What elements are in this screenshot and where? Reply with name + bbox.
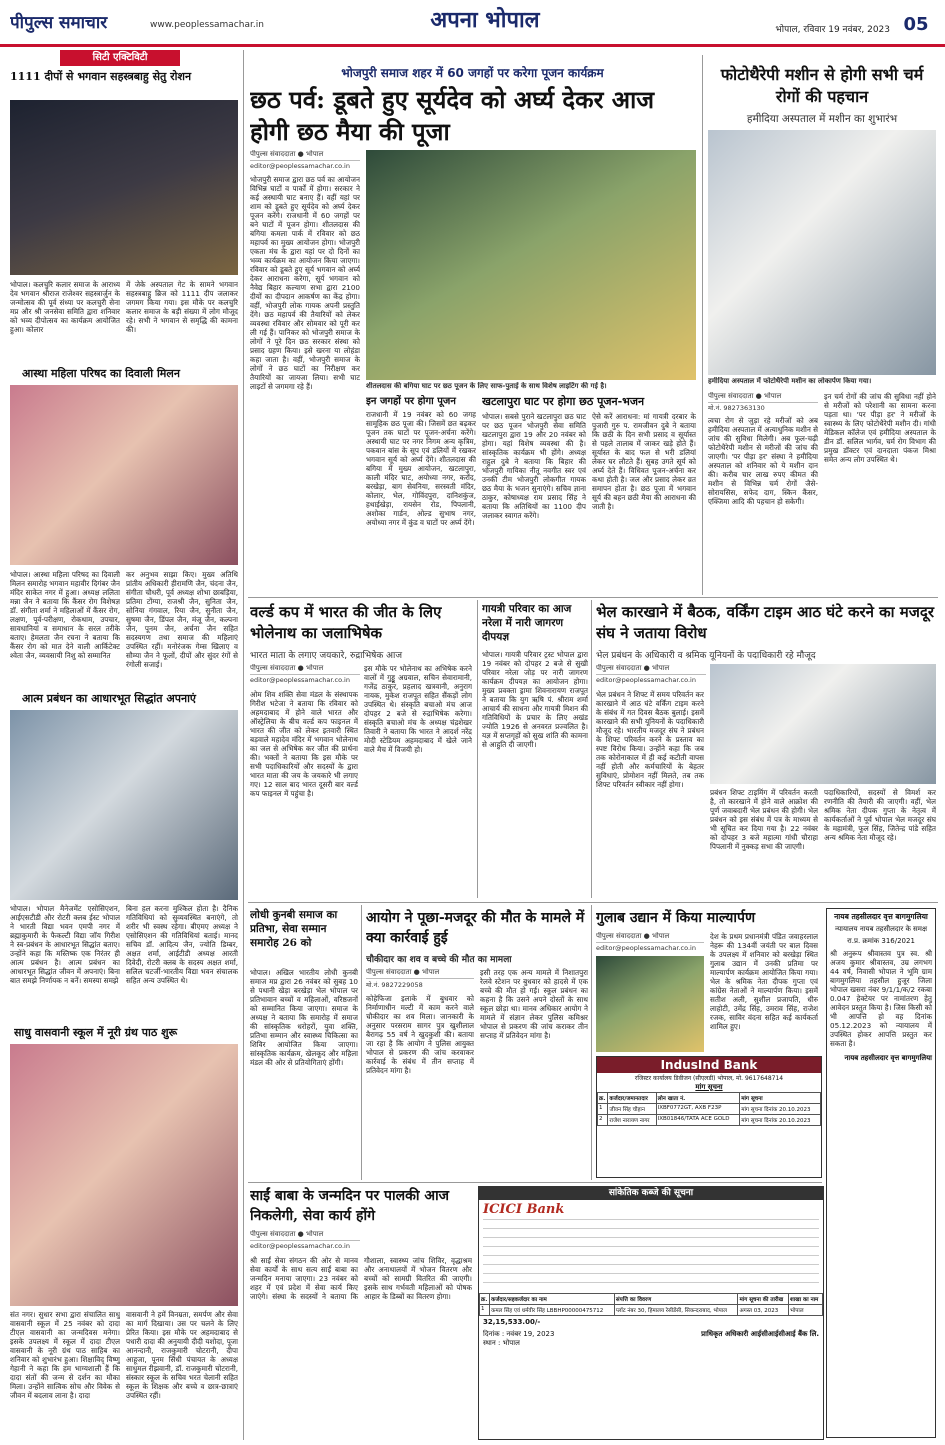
paper-name: पीपुल्स समाचार bbox=[10, 13, 108, 33]
bhel-subhead: भेल प्रबंधन के अधिकारी व श्रमिक यूनियनों के पदाधिकारी रहे मौजूद bbox=[596, 651, 816, 661]
icici-table-cell: कर्जदार/सहकर्जदार का नाम bbox=[490, 1294, 615, 1305]
gulab-byline: पीपुल्स संवाददाता ● भोपाल bbox=[596, 932, 704, 943]
bhel-headline: भेल कारखाने में बैठक, वर्किंग टाइम आठ घंटे करने का मजदूर संघ ने जताया विरोध bbox=[596, 603, 934, 642]
sai-email[interactable]: editor@peoplessamachar.co.in bbox=[250, 1242, 350, 1250]
phototherapy-caption: हमीदिया अस्पताल में फोटोथैरेपी मशीन का लोकार्पण किया गया। bbox=[708, 377, 872, 385]
story1-headline: 1111 दीपों से भगवान सहस्त्रबाहु सेतु रोशन bbox=[10, 70, 192, 83]
dateline: भोपाल, रविवार 19 नवंबर, 2023 bbox=[775, 25, 890, 35]
icici-table-cell: मांग सूचना की तारीख bbox=[738, 1294, 789, 1305]
court-head: नायब तहसीलदार वृत्त बागमुगलिया bbox=[834, 912, 928, 921]
aayog-subhead: चौकीदार का शव व बच्चे की मौत का मामला bbox=[366, 955, 512, 965]
story3-text-col2: बिना हल करना मुश्किल होता है। दैनिक गतिविधियां को सुव्यवस्थित बनाएंगे, तो शरीर भी स्वस्थ रहेगा। बीएमए अध्यक्ष ने एसोसिएशन की गतिविधियां बताई। मानद सचिव डॉ. आदित्य जैन, ज्योति डिम्बर, अक्षत शर्मा, आईटीडी अध्यक्ष आरती दिवेदी, रोटरी क्लब के सदस्य अक्षत शर्मा, सलिल चटर्जी-भारतीय विद्या भवन संचालक सहित अन्य उपस्थित थे। bbox=[126, 904, 238, 985]
gulab-headline: गुलाब उद्यान में किया माल्यार्पण bbox=[596, 910, 756, 926]
gulab-text: देश के प्रथम प्रधानमंत्री पंडित जवाहरलाल नेहरू की 134वीं जयंती पर बाल दिवस के उपलक्ष्य में शनिवार को बरखेड़ा स्थित गुलाब उद्यान में उनकी प्रतिमा पर माल्यार्पण कार्यक्रम आयोजित किया गया। भेल के श्रमिक नेता दीपक गुप्ता एवं कांग्रेस नेताओं ने माल्यार्पण किया। इसमें सतीश अली, सुशील प्रजापति, धीरु लाहोटी, उमेंद्र सिंह, उमराव सिंह, राजेश रजक, साविर वंदना सहित कई कार्यकर्ता शामिल हुए। bbox=[710, 932, 818, 1031]
icici-officer: प्राधिकृत अधिकारी आईसीआईसीआई बैंक लि. bbox=[701, 1330, 819, 1338]
icici-table-cell: संपत्ति का विवरण bbox=[614, 1294, 738, 1305]
bhel-photo bbox=[710, 664, 936, 784]
lodhi-text: भोपाल। अखिल भारतीय लोधी कुनबी समाज मप्र द्वारा 26 नवंबर को सुबह 10 से पथानी खेड़ा बरखेड़ा भेल भोपाल पर प्रतिभावान बच्चों व महिलाओं, वरिष्ठजनों को सम्मानित किया जाएगा। समाज के अध्यक्ष ने बताया कि समारोह में समाज की सांस्कृतिक धरोहरों, युवा शक्ति, प्रतिभा सम्मान और स्वास्थ्य चिकित्सा का शिविर आयोजित किया जाएगा। सांस्कृतिक कार्यक्रम, खेलकूद और महिला मंडल की ओर से प्रतियोगिताएं होंगी। bbox=[250, 968, 358, 1067]
worldcup-text-col2: इस मौके पर भोलेनाथ का अभिषेक करने वालों में गुड्डू अग्रवाल, सचिन सेवारामानी, गजेंद्र ठाकुर, प्रहलाद खत्रवानी, अनुराग नायक, मुकेश राजपूत सहित सैंकड़ों लोग उपस्थित थे। संस्कृति बचाओ मंच आज दोपहर 2 बजे से रुद्राभिषेक करेगा। संस्कृति बचाओ मंच के अध्यक्ष चंद्रशेखर तिवारी ने बताया कि भारत ने आदर्श नरेंद्र मोदी स्टेडियम अहमदाबाद में खेले जाने वाले मैच में विजयी हो। bbox=[364, 664, 472, 754]
story3-photo bbox=[10, 710, 238, 900]
phototherapy-photo bbox=[708, 130, 936, 375]
icici-table-cell: क्र. bbox=[480, 1294, 490, 1305]
worldcup-subhead: भारत माता के लगाए जयकारे, रुद्राभिषेक आज bbox=[250, 651, 403, 661]
chhath-photo-caption: शीतलदास की बगिया घाट पर छठ पूजन के लिए साफ-पुताई के साथ विशेष लाइटिंग की गई है। bbox=[366, 382, 607, 390]
aayog-mobile: मो.नं. 9827229058 bbox=[366, 981, 423, 989]
indusind-table-cell: कर्जदार/जमानतदार bbox=[608, 1093, 656, 1104]
indusind-notice: मांग सूचना bbox=[695, 1083, 723, 1091]
phototherapy-subhead: हमीदिया अस्पताल में मशीन का शुभारंभ bbox=[746, 113, 898, 125]
sai-byline: पीपुल्स संवाददाता ● भोपाल bbox=[250, 1230, 360, 1241]
city-activity-tag: सिटी एक्टिविटी bbox=[60, 50, 180, 66]
section-name: अपना भोपाल bbox=[430, 7, 540, 33]
aayog-headline: आयोग ने पूछा-मजदूर की मौत के मामले में क्या कार्रवाई हुई bbox=[366, 910, 585, 946]
aayog-text-col2: इसी तरह एक अन्य मामले में निशातपुरा रेलवे स्टेशन पर बुधवार को हादसे में एक बच्चे की मौत हो गई। स्कूल प्रबंधन का कहना है कि उसने अपने दोस्तों के साथ स्कूल छोड़ा था। मानव अधिकार आयोग ने मामले में संज्ञान लेकर पुलिस कमिश्नर भोपाल से प्रकरण की जांच कराकर तीन सप्ताह में प्रतिवेदन मांगा है। bbox=[480, 968, 588, 1040]
indusind-table-cell: मांग सूचना bbox=[740, 1093, 821, 1104]
indusind-table-cell: मांग सूचना दिनांक 20.10.2023 bbox=[740, 1104, 821, 1115]
icici-ad bbox=[478, 1186, 824, 1440]
indusind-table-cell: लोन खाता नं. bbox=[656, 1093, 740, 1104]
indusind-branch: रजिस्टर कार्यालय डिवीजन (सीएलडी) भोपाल, मो. 9617648714 bbox=[634, 1075, 784, 1082]
indusind-table-cell: IXB01846/TATA ACE GOLD bbox=[656, 1115, 740, 1126]
phototherapy-text-col1: त्वचा रोग से जुड़ा रहे मरीजों को अब हमीदिया अस्पताल में अत्याधुनिक मशीन से जांच की सुविधा मिलेगी। अब फूल-चढ़ी फोटोथैरेपी मशीन से मरीजों की जांच की जाएगी। 'पर पीड़ा हर' संस्था ने हमीदिया अस्पताल को शनिवार को ये मशीन दान की। करीब चार लाख रुपए कीमत की मशीन से विभिन्न चर्म रोगों जैसे- सोरायसिस, सफेद दाग, स्किन कैंसर, एक्जिमा आदि की पहचान हो सकेगी। bbox=[708, 416, 818, 506]
chhath-headline: छठ पर्व: डूबते हुए सूर्यदेव को अर्घ्य देकर आज होगी छठ मैया की पूजा bbox=[250, 85, 655, 146]
gayatri-text: भोपाल। गायत्री परिवार ट्रस्ट भोपाल द्वारा 19 नवंबर को दोपहर 2 बजे से सुखी परिवार नरेला जोड़ पर नारी जागरण कार्यक्रम दीपयज्ञ का आयोजन होगा। मुख्य प्रवक्ता ड्रामा शिवनारायण राजपूत ने बताया कि युग ऋषि पं. श्रीराम शर्मा आचार्य की साधना और गायत्री मिशन की गतिविधियों के प्रचार के लिए अखंड ज्योति 1926 से अनवरत प्रज्वलित है। यज्ञ में सप्तगृहों को सुख शांति की कामना से आहुति दी जाएगी। bbox=[482, 650, 588, 749]
gayatri-headline: गायत्री परिवार का आज नरेला में नारी जागरण दीपयज्ञ bbox=[482, 603, 572, 643]
icici-table-cell: भोपाल bbox=[789, 1305, 823, 1316]
court-sign: नायब तहसीलदार वृत्त बागमुगलिया bbox=[844, 1054, 932, 1062]
aayog-text-col1: कोहेफिजा इलाके में बुधवार को निर्माणाधीन मल्टी में काम करने वाले चौकीदार का शव मिला। जानकारी के अनुसार परसराम सागर पुत्र खुशीलाल बैरागढ़ 55 वर्ष ने खुदकुशी की। बताया जा रहा है कि आयोग ने पुलिस आयुक्त भोपाल से प्रकरण की जांच करवाकर कार्रवाई के संबंध में तीन सप्ताह में प्रतिवेदन मांगा है। bbox=[366, 994, 474, 1075]
chhath-text: भोजपुरी समाज द्वारा छठ पर्व का आयोजन विभिन्न घाटों व पार्कों में होगा। सरकार ने कई अस्थायी घाट बनाए हैं। वहीं यहां पर शाम को डूबते हुए सूर्यदेव को अर्घ्य देकर पूजन करेंगे। राजधानी में 60 जगहों पर बने घाटों में पूजन होगा। शीतलदास की बगिया कमला पार्क में रविवार को छठ महापर्व का मुख्य आयोजन होगा। भोजपुरी एकता मंच के द्वारा यहां पर दो दिनों का भव्य कार्यक्रम का आयोजन किया जाएगा। रविवार को डूबते हुए सूर्य भगवान को अर्घ्य देकर आराधना करेगा, सूर्य भगवान को नैवेद्य बिहार कल्याण सभा द्वारा 2100 दीयों का दीपदान आकर्षण का केंद्र होगा। वहीं, भोजपुरी लोक गायक अपनी प्रस्तुति देंगे। छठ महापर्व की तैयारियों को लेकर व्यवस्था रविवार और सोमवार को पूरी कर ली गई हैं। पानिकर को भोजपुरी समाज के लोगों ने पूरे दिन छठ सरकार संस्था को प्रसाद ग्रहण किया। इसे खरना या लोहंडा कहा जाता है। वहीं, भोजपुरी समाज के लोगों ने छठ घाटों का निरीक्षण कर तैयारियों का जायजा लिया। सभी घाट लाइटों से जगमगा रहे हैं। bbox=[250, 175, 360, 391]
story1-text-col2: में जेके अस्पताल गेट के सामने भगवान सहस्त्रबाहु ब्रिज को 1111 दीप जलाकर जगमग किया गया। इस मौके पर कलचुरि कलार समाज के बड़ी संख्या में लोग मौजूद रहे। सभी ने भगवान से समृद्धि की कामना की। bbox=[126, 280, 238, 334]
khatlapura-text-col2: ऐसे करें आराधना: मां गायत्री दरबार के पुजारी गुरु प. रामजीवन दुबे ने बताया कि छठी के दिन सभी प्रसाद व सूर्यास्त से पहले तालाब में जाकर खड़े होते हैं। सूर्यास्त के बाद फल से भरी डलियां लेकर घर लौटते हैं। सुबह उगते सूर्य को अर्घ्य देते हैं। विधिवत पूजन-अर्चना कर कथा होती है। जल और प्रसाद लेकर व्रत समापन होता है। छठ पूजा में भगवान सूर्य की बहन छठी मैया की आराधना की जाती है। bbox=[592, 412, 696, 511]
icici-fine-print bbox=[483, 1219, 819, 1289]
bhel-byline: पीपुल्स संवाददाता ● भोपाल bbox=[596, 664, 706, 675]
phototherapy-byline: पीपुल्स संवाददाता ● भोपाल bbox=[708, 392, 818, 403]
worldcup-headline: वर्ल्ड कप में भारत की जीत के लिए भोलेनाथ का जलाभिषेक bbox=[250, 603, 442, 642]
indusind-table-cell: मांग सूचना दिनांक 20.10.2023 bbox=[740, 1115, 821, 1126]
worldcup-byline: पीपुल्स संवाददाता ● भोपाल bbox=[250, 664, 360, 675]
icici-date: दिनांक : नवंबर 19, 2023 bbox=[483, 1330, 555, 1338]
khatlapura-headline: खटलापुरा घाट पर होगा छठ पूजन-भजन bbox=[482, 395, 645, 408]
story2-headline: आस्था महिला परिषद का दिवाली मिलन bbox=[22, 367, 180, 380]
court-notice-title: न्यायालय नायब तहसीलदार के समक्ष bbox=[835, 925, 927, 933]
worldcup-text-col1: ओम शिव शक्ति सेवा मंडल के संस्थापक गिरीश भटेजा ने बताया कि रविवार को अहमदाबाद में होने वाले भारत और ऑस्ट्रेलिया के बीच वर्ल्ड कप फाइनल में भारत की जीत को लेकर इतवारी स्थित बड़वाले महादेव मंदिर में भगवान भोलेनाथ का जल से अभिषेक कर जीत की प्रार्थना की। भक्तों ने बताया कि इस मौके पर सभी पदाधिकारियों और सदस्यों के द्वारा भारत माता की जय के जयकारे भी लगाए गए। 12 साल बाद भारत दूसरी बार वर्ल्ड कप फाइनल में पहुंचा है। bbox=[250, 690, 358, 798]
story1-photo bbox=[10, 100, 238, 275]
khatlapura-text-col1: भोपाल। सबसे पुराने खटलापुरा छठ घाट पर छठ पूजन भोजपुरी सेवा समिति खटलापुरा द्वारा 19 और 20 नवंबर को होगा। यहां विशेष व्यवस्था की है। सांस्कृतिक कार्यक्रम भी होंगे। अध्यक्ष राहुल दुबे ने बताया कि बिहार की भोजपुरी गायिका नीतू नवगीत स्वर एवं उनकी टीम भोजपुरी लोकगीत गायक छठ मैया के भजन सुनाएंगे। सचिव ज्ञाना ठाकुर, कोषाध्यक्ष राम प्रसाद सिंह ने बताया कि अतिथियों का 1100 दीप जलाकर स्वागत करेंगे। bbox=[482, 412, 586, 520]
bhel-text-col1: भेल प्रबंधन ने शिफ्ट में समय परिवर्तन कर कारखाने में आठ घंटे वर्किंग टाइम करने के संबंध में गत दिवस बैठक बुलाई। इसमें कारखाने की सभी यूनियनों के पदाधिकारी मौजूद रहे। भारतीय मजदूर संघ ने प्रबंधन के शिफ्ट परिवर्तन करने के प्रस्ताव का स्पष्ट विरोध किया। उन्होंने कहा कि जब तक कोरोनाकाल में ही कई कटौती वापस नहीं होती और कर्मचारियों के बेहतर सुविधाएं, प्रोमोशन नहीं मिलते, तब तक शिफ्ट परिवर्तन स्वीकार नहीं होगा। bbox=[596, 690, 704, 789]
icici-table-cell: कमल सिंह एवं धर्मवीर सिंह LBBHP00000475712 bbox=[490, 1305, 615, 1316]
indusind-table-cell: क्र. bbox=[598, 1093, 608, 1104]
icici-table-row bbox=[480, 1294, 823, 1305]
icici-place: स्थान : भोपाल bbox=[483, 1339, 520, 1347]
icici-table-cell: अगस्त 03, 2023 bbox=[738, 1305, 789, 1316]
story4-headline: साधु वासवानी स्कूल में नूरी ग्रंथ पाठ शुरू bbox=[14, 1026, 178, 1039]
icici-table-cell: 1 bbox=[480, 1305, 490, 1316]
indusind-ad bbox=[596, 1056, 822, 1178]
indusind-table-cell: IXBF0772GT, AXB F23P bbox=[656, 1104, 740, 1115]
icici-amount: 32,15,533.00/- bbox=[483, 1318, 541, 1326]
gulab-photo bbox=[596, 956, 704, 1052]
indusind-table-cell: 1 bbox=[598, 1104, 608, 1115]
story1-text-col1: भोपाल। कलचुरि कलार समाज के आराध्य देव भगवान श्रीराज राजेश्वर सहस्त्रार्जुन के जन्मोत्सव की पूर्व संध्या पर कलचुरी सेना मप्र और श्री जनसेवा समिति द्वारा शनिवार को भव्य दीपोत्सव का कार्यक्रम आयोजित हुआ। कोलार bbox=[10, 280, 120, 334]
chhath-byline: पीपुल्स संवाददाता ● भोपाल bbox=[250, 150, 360, 161]
places-headline: इन जगहों पर होगा पूजन bbox=[366, 396, 456, 407]
paper-logo bbox=[10, 10, 150, 34]
story4-text-col1: संत नगर। सुधार सभा द्वारा संचालित साधु वासवानी स्कूल में 25 नवंबर को दादा टीएल वासवानी का जन्मदिवस मनेगा। इसके उपलक्ष्य में स्कूल में दादा टीएल वासवानी के नूरी ग्रंथ पाठ साहिब का शनिवार को शुभारंभ हुआ। शिक्षाविद् विष्णु गेहानी ने कहा कि हम भाग्यशाली हैं कि दादा संतों की जन्म से दर्शन का मौका मिला। उन्होंने सात्विक सोच और विवेक से जीवन में बदलाव लाना है। दादा bbox=[10, 1310, 120, 1400]
indusind-table-row bbox=[598, 1115, 821, 1126]
court-case: रा.प्र. क्रमांक 316/2021 bbox=[847, 937, 915, 945]
story3-headline: आत्म प्रबंधन का आधारभूत सिद्धांत अपनाएं bbox=[22, 692, 197, 705]
places-text: राजधानी में 19 नवंबर को 60 जगह सामूहिक छठ पूजा की। जिसमें छत बढ़कर पूजन तक घाटों पर पूजन-अर्चना करेंगे। अस्थायी घाट पर नगर निगम अन्य कृत्रिम, पकवान बांस के सूप एवं डलियों में रखकर भगवान सूर्य को अर्घ्य देंगे। शीतलदास की बगिया में मुख्य आयोजन, खटलापुरा, काली मंदिर घाट, अयोध्या नगर, करोंद, बरखेड़ा, बाग सेवनिया, सरस्वती मंदिर, कोलार, भेल, गोविंदपुरा, दानिशकुंज, हथाईखेड़ा, रायसेन रोड, पिपलानी, अशोका गार्डन, ओल्ड सुभाष नगर, अयोध्या नगर में कुंड व घाटों पर अर्घ्य देंगे। bbox=[366, 410, 476, 527]
icici-table bbox=[479, 1293, 823, 1316]
chhath-email[interactable]: editor@peoplessamachar.co.in bbox=[250, 162, 350, 170]
court-text: श्री अनुरूप श्रीवास्तव पुत्र स्व. श्री अजय कुमार श्रीवास्तव, उम्र लगभग 44 वर्ष, निवासी भोपाल ने भूमि ग्राम बागमुगलिया तहसील हुजूर जिला भोपाल खसरा नंबर 9/1/1/क/2 रकबा 0.047 हेक्टेयर पर नामांतरण हेतु आवेदन प्रस्तुत किया है। जिस किसी को भी आपत्ति हो वह दिनांक 05.12.2023 को न्यायालय में उपस्थित होकर आपत्ति प्रस्तुत कर सकता है। bbox=[830, 949, 932, 1048]
story4-photo bbox=[10, 1044, 238, 1306]
sai-headline: साईं बाबा के जन्मदिन पर पालकी आज निकलेगी, सेवा कार्य होंगे bbox=[250, 1188, 450, 1224]
icici-logo: ICICI Bank bbox=[483, 1202, 565, 1217]
story2-text-col1: भोपाल। आस्था महिला परिषद का दिवाली मिलन समारोह भगवान महावीर दिगंबर जैन मंदिर साकेत नगर में हुआ। अध्यक्ष ललिता मन्ना जैन ने बताया कि कैंसर रोग विशेषज्ञ डॉ. संगीता शर्मा ने महिलाओं में कैंसर रोग, लक्षण, पूर्व-परीक्षण, रोकथाम, उपचार, सावधानियां व समाधान के सरल तरीके बताए। हेमलता जैन रचना ने बताया कि कैंसर रोग को मात देने वाली आर्किटेक्ट श्वेता जैन, व्यवसायी निशु को सम्मानित bbox=[10, 570, 120, 660]
indusind-title: IndusInd Bank bbox=[597, 1057, 821, 1073]
phototherapy-text-col2: इन चर्म रोगों की जांच की सुविधा नहीं होने से मरीजों को परेशानी का सामना करना पड़ता था। 'पर पीड़ा हर' ने मरीजों के स्वास्थ्य के लिए फोटोथैरेपी मशीन दी। गांधी मेडिकल कॉलेज एवं हमीदिया अस्पताल के डीन डॉ. सलिल भार्गव, चर्म रोग विभाग की प्रमुख डॉक्टर एवं दानदाता पंकज मिश्रा समेत अन्य लोग उपस्थित थे। bbox=[824, 392, 936, 464]
aayog-byline: पीपुल्स संवाददाता ● भोपाल bbox=[366, 968, 474, 979]
court-notice bbox=[826, 908, 936, 1438]
indusind-table-row bbox=[598, 1093, 821, 1104]
masthead bbox=[0, 0, 945, 47]
story4-text-col2: वासवानी ने हमें विनम्रता, समर्पण और सेवा का मार्ग दिखाया। उस पर चलने के लिए प्रेरित किया। इस मौके पर अहमदाबाद से पधारी दादा की अनुयायी दीदी यशोदा, पूजा आनन्दानी, राजकुमारी चोटरानी, दीपा आहूजा, पूनम सिंधी पंचायत के अध्यक्ष साधुमल रीझवानी, डॉ. राजकुमारी चोटरानी, संस्कार स्कूल के सचिव भरत चेलानी सहित स्कूल के शिक्षक और बच्चे व छात्र-छात्राएं उपस्थित रहीं। bbox=[126, 1310, 238, 1400]
bhel-text-col2: प्रबंधन शिफ्ट टाइमिंग में परिवर्तन करती है, तो कारखाने में होने वाले आक्रोश की पूर्ण जवाबदारी भेल प्रबंधन की होगी। भेल प्रबंधन को इस संबंध में पत्र के माध्यम से भी सूचित कर दिया गया है। 22 नवंबर को दोपहर 3 बजे महात्मा गांधी चौराहा पिपलानी में नुक्कड़ सभा की जाएगी। bbox=[710, 788, 818, 851]
page-number: 05 bbox=[903, 14, 929, 35]
story2-text-col2: कर अनुभव साझा किए। मुख्य अतिथि प्रांतीय अधिकारी हीरामणि जैन, चंदना जैन, संगीता चौधरी, पूर्व अध्यक्ष शोभा छाबड़िया, प्रतिमा टोंग्या, राजश्री जैन, सुनिता जैन, सोनिया गंगवाल, रिया जैन, सुनीता जैन, सुषमा जैन, डिंपल जैन, मंजू जैन, कल्पना जैन, पूनम जैन, अर्चना जैन सहित सदस्यगण तथा समाज की महिलाएं उपस्थित रहीं। मनोरंजक गेम्स खिलाए व सौम्या जैन ने फूलों, दीपों और सुंदर रंगों से रंगोली सजाई। bbox=[126, 570, 238, 669]
icici-table-cell: प्लॉट नंबर 30, हिमालय रेसीडेंसी, सिकन्दराबाद, भोपाल bbox=[614, 1305, 738, 1316]
icici-table-cell: शाखा का नाम bbox=[789, 1294, 823, 1305]
icici-notice-head: सांकेतिक कब्जे की सूचना bbox=[479, 1187, 823, 1200]
icici-table-row bbox=[480, 1305, 823, 1316]
worldcup-email[interactable]: editor@peoplessamachar.co.in bbox=[250, 676, 350, 684]
gulab-email[interactable]: editor@peoplessamachar.co.in bbox=[596, 944, 696, 952]
indusind-table-cell: जीवन सिंह चौहान bbox=[608, 1104, 656, 1115]
sai-text: श्री साईं सेवा संगठन की ओर से मानव सेवा कार्यों के साथ सत्य साईं बाबा का जन्मदिन मनाया जाएगा। 23 नवंबर को शहर में एवं प्रदेश में सेवा कार्य किए जाएंगे। संस्था के सदस्यों ने बताया कि गौशाला, स्वास्थ्य जांच शिविर, वृद्धाश्रम और अनाथालयों में भोजन वितरण और बच्चों को सामग्री वितरित की जाएगी। इसके साथ गर्भवती महिलाओं को पोषक आहार के डिब्बों का वितरण होगा। bbox=[250, 1256, 472, 1301]
chhath-photo bbox=[366, 150, 696, 380]
indusind-table bbox=[597, 1092, 821, 1126]
section-title bbox=[400, 4, 570, 38]
indusind-table-cell: 2 bbox=[598, 1115, 608, 1126]
story3-text-col1: भोपाल। भोपाल मैनेजमेंट एसोसिएशन, आईएसटीडी और रोटरी क्लब ईस्ट भोपाल ने भारती विद्या भवन एमपी नगर में ब्रह्माकुमारी के फैकल्टी विद्या जॉय गिरीश ने स्व-प्रबंधन के आधारभूत सिद्धांत बताए। उन्होंने कहा कि मस्तिष्क एक निरंतर ही आत्म प्रबंधन है। आत्म प्रबंधन का आधारभूत सिद्धांत जीवन में अपनाएं। बिना बात समझे निर्णायक न बनें। समस्या समझे bbox=[10, 904, 120, 985]
chhath-kicker: भोजपुरी समाज शहर में 60 जगहों पर करेगा पूजन कार्यक्रम bbox=[341, 66, 604, 80]
website-url[interactable]: www.peoplessamachar.in bbox=[150, 20, 264, 30]
bhel-text-col3: पदाधिकारियों, सदस्यों से विमर्श कर रणनीति की तैयारी की जाएगी। वहीं, भेल श्रमिक नेता दीपक गुप्ता के नेतृत्व में कार्यकर्ताओं ने पूर्व भोपाल भेल मजदूर संघ के महामंत्री, फूल सिंह, जितेन्द्र पांडे सहित अन्य श्रमिक नेता मौजूद रहे। bbox=[824, 788, 936, 842]
phototherapy-mobile: मो.नं. 9827363130 bbox=[708, 404, 765, 412]
bhel-email[interactable]: editor@peoplessamachar.co.in bbox=[596, 676, 696, 684]
phototherapy-headline: फोटोथैरेपी मशीन से होगी सभी चर्म रोगों की पहचान bbox=[720, 65, 924, 106]
story2-photo bbox=[10, 385, 238, 565]
indusind-table-row bbox=[598, 1104, 821, 1115]
lodhi-headline: लोधी कुनबी समाज का प्रतिभा, सेवा सम्मान समारोह 26 को bbox=[250, 909, 338, 949]
indusind-table-cell: राजेश नारायण नागर bbox=[608, 1115, 656, 1126]
